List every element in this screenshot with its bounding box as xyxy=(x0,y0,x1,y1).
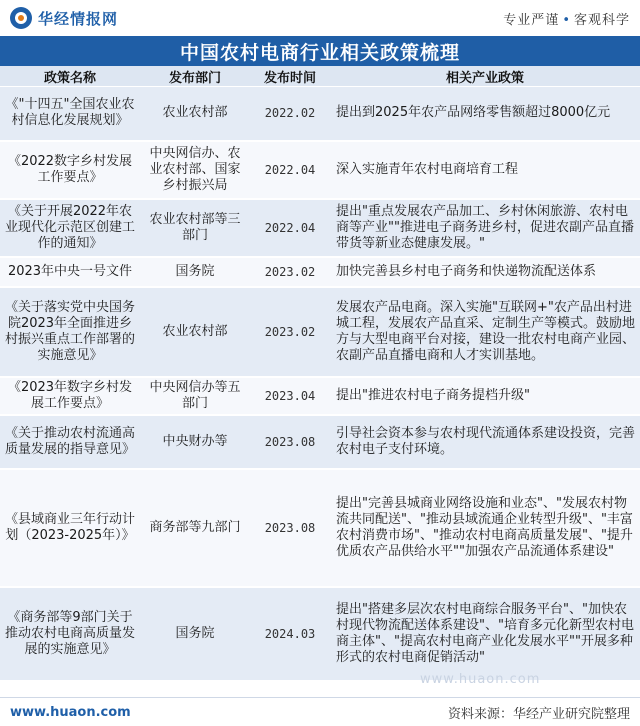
policy-name: 2023年中央一号文件 xyxy=(0,257,140,287)
slogan-left: 专业严谨 xyxy=(503,12,560,28)
policy-date: 2023.04 xyxy=(250,377,330,415)
policy-date: 2023.02 xyxy=(250,257,330,287)
column-header-date: 发布时间 xyxy=(250,66,330,87)
slogan-separator: • xyxy=(562,12,571,28)
policy-date: 2023.08 xyxy=(250,469,330,587)
brand-name: 华经情报网 xyxy=(38,9,119,28)
policy-date: 2022.04 xyxy=(250,141,330,199)
policy-dept: 国务院 xyxy=(140,587,250,681)
policy-date: 2024.03 xyxy=(250,587,330,681)
policy-dept: 国务院 xyxy=(140,257,250,287)
policy-dept: 中央网信办、农业农村部、国家乡村振兴局 xyxy=(140,141,250,199)
table-row xyxy=(0,377,640,415)
column-header-dept: 发布部门 xyxy=(140,66,250,87)
table-row xyxy=(0,87,640,141)
policy-content: 发展农产品电商。深入实施"互联网+"农产品出村进城工程，发展农产品直采、定制生产等模式。鼓励地方与大型电商平台对接，建设一批农村电商产业园、农副产品直播电商和人才实训基地。 xyxy=(330,287,640,377)
policy-dept: 农业农村部 xyxy=(140,87,250,141)
slogan xyxy=(503,9,630,28)
policy-dept: 中央网信办等五部门 xyxy=(140,377,250,415)
footer xyxy=(0,697,640,726)
policy-name: 《2022数字乡村发展工作要点》 xyxy=(0,141,140,199)
policy-table xyxy=(0,66,640,682)
policy-name: 《县域商业三年行动计划（2023-2025年）》 xyxy=(0,469,140,587)
top-bar xyxy=(0,0,640,36)
policy-date: 2023.08 xyxy=(250,415,330,469)
policy-name: 《关于推动农村流通高质量发展的指导意见》 xyxy=(0,415,140,469)
policy-dept: 农业农村部等三部门 xyxy=(140,199,250,257)
policy-content: 提出"完善县城商业网络设施和业态"、"发展农村物流共同配送"、"推动县域流通企业转型升级"、"丰富农村消费市场"、"推动农村电商高质量发展"、"提升优质农产品供给水平""加强农产品流通体系建设" xyxy=(330,469,640,587)
policy-content: 提出"重点发展农产品加工、乡村休闲旅游、农村电商等产业""推进电子商务进乡村，促进农副产品直播带货等新业态健康发展。" xyxy=(330,199,640,257)
policy-name: 《关于落实党中央国务院2023年全面推进乡村振兴重点工作部署的实施意见》 xyxy=(0,287,140,377)
policy-name: 《2023年数字乡村发展工作要点》 xyxy=(0,377,140,415)
policy-content: 提出到2025年农产品网络零售额超过8000亿元 xyxy=(330,87,640,141)
table-row xyxy=(0,199,640,257)
policy-dept: 农业农村部 xyxy=(140,287,250,377)
policy-date: 2023.02 xyxy=(250,287,330,377)
policy-name: 《"十四五"全国农业农村信息化发展规划》 xyxy=(0,87,140,141)
table-row xyxy=(0,141,640,199)
footer-source: 资料来源：华经产业研究院整理 xyxy=(447,706,630,722)
column-header-policy: 相关产业政策 xyxy=(330,66,640,87)
table-row xyxy=(0,415,640,469)
brand xyxy=(10,7,118,29)
table-row xyxy=(0,587,640,681)
policy-dept: 商务部等九部门 xyxy=(140,469,250,587)
column-header-name: 政策名称 xyxy=(0,66,140,87)
policy-date: 2022.02 xyxy=(250,87,330,141)
huajing-logo-icon xyxy=(10,7,32,29)
policy-name: 《商务部等9部门关于推动农村电商高质量发展的实施意见》 xyxy=(0,587,140,681)
policy-content: 加快完善县乡村电子商务和快递物流配送体系 xyxy=(330,257,640,287)
watermark: www.huaon.com xyxy=(420,672,541,687)
policy-dept: 中央财办等 xyxy=(140,415,250,469)
footer-url[interactable]: www.huaon.com xyxy=(10,704,131,720)
policy-content: 引导社会资本参与农村现代流通体系建设投资，完善农村电子支付环境。 xyxy=(330,415,640,469)
page-title: 中国农村电商行业相关政策梳理 xyxy=(179,41,460,64)
table-row xyxy=(0,469,640,587)
policy-name: 《关于开展2022年农业现代化示范区创建工作的通知》 xyxy=(0,199,140,257)
table-header-row xyxy=(0,66,640,87)
title-bar xyxy=(0,36,640,66)
policy-content: 提出"推进农村电子商务提档升级" xyxy=(330,377,640,415)
table-row xyxy=(0,257,640,287)
table-row xyxy=(0,287,640,377)
policy-content: 提出"搭建多层次农村电商综合服务平台"、"加快农村现代物流配送体系建设"、"培育多元化新型农村电商主体"、"提高农村电商产业化发展水平""开展多种形式的农村电商促销活动" xyxy=(330,587,640,681)
slogan-right: 客观科学 xyxy=(573,12,630,28)
policy-content: 深入实施青年农村电商培育工程 xyxy=(330,141,640,199)
policy-date: 2022.04 xyxy=(250,199,330,257)
